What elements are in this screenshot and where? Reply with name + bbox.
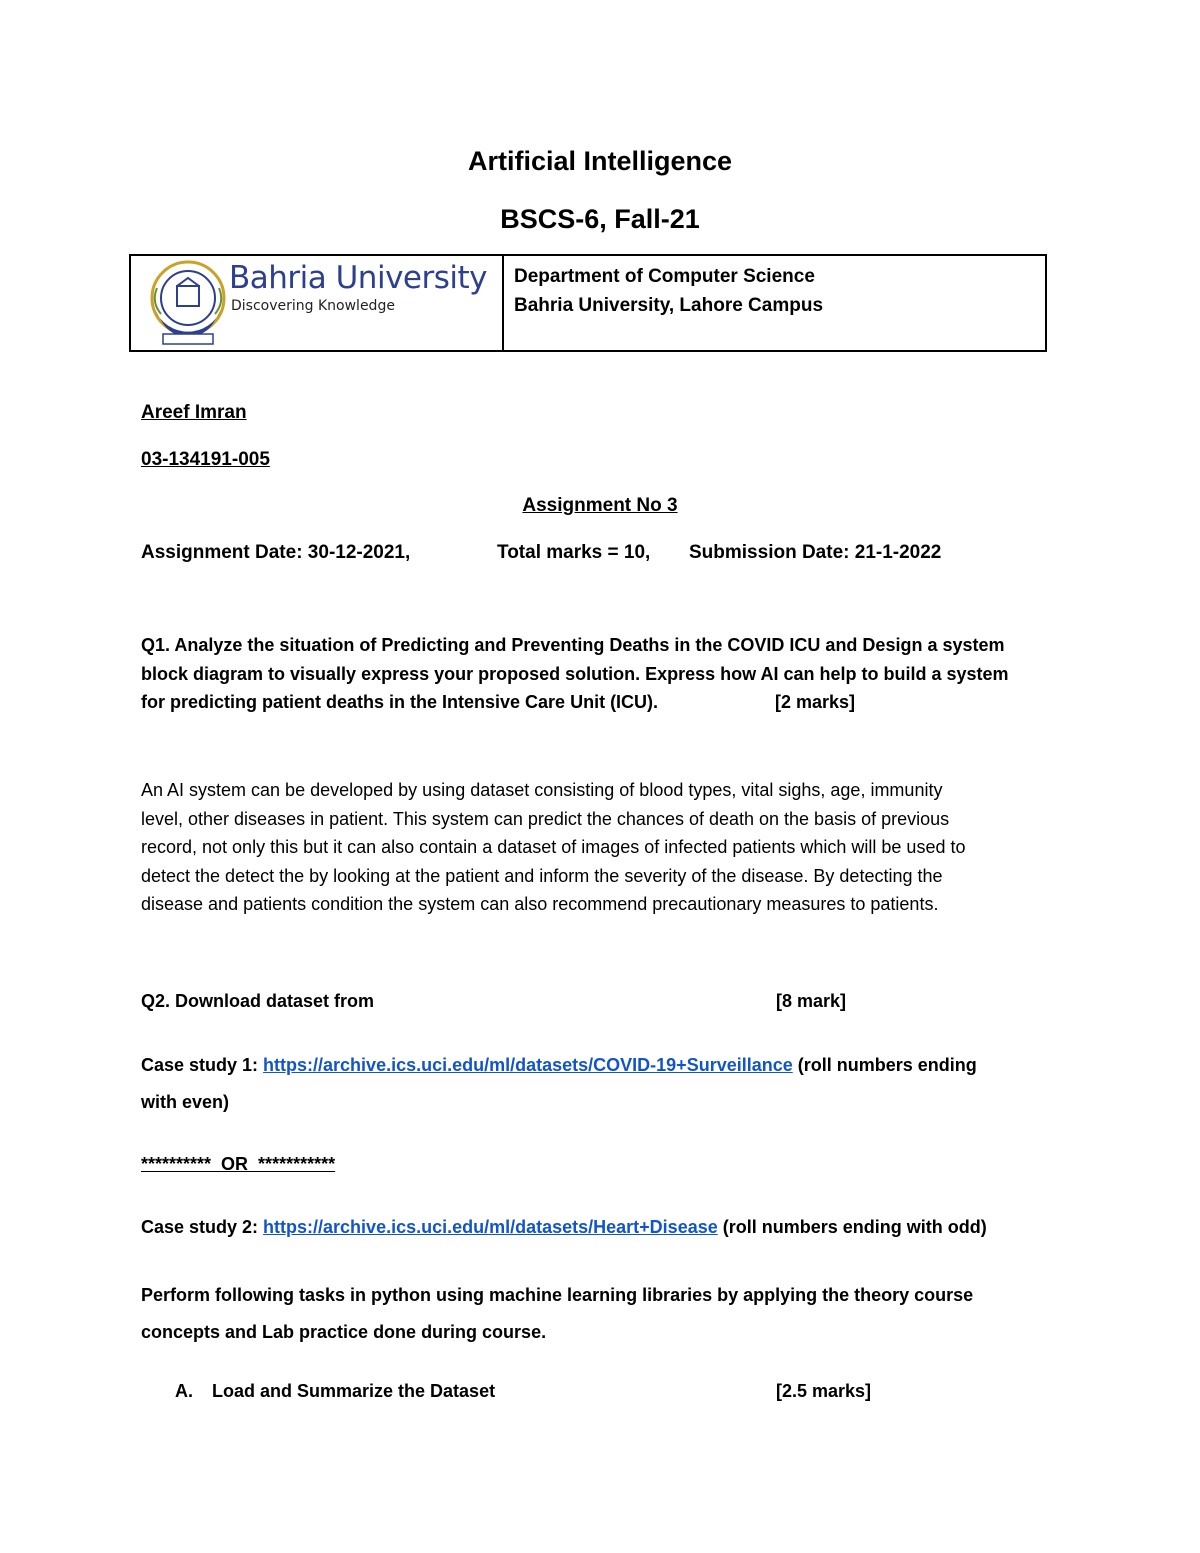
task-a-marks: [2.5 marks] — [776, 1381, 872, 1401]
student-roll-no: 03-134191-005 — [141, 449, 270, 470]
case-1-note: (roll numbers ending — [792, 1055, 977, 1075]
q2-marks: [8 mark] — [776, 991, 847, 1011]
answer-line: disease and patients condition the system can also recommend precautionary measures to patients. — [141, 894, 939, 914]
campus-name: Bahria University, Lahore Campus — [514, 295, 824, 316]
submission-date: Submission Date: 21-1-2022 — [689, 542, 942, 563]
case-2-label: Case study 2: — [141, 1217, 264, 1237]
case-study-1 — [141, 1051, 977, 1080]
tasks-line: concepts and Lab practice done during course. — [141, 1322, 547, 1342]
case-2-note: (roll numbers ending with odd) — [717, 1217, 987, 1237]
task-a-letter: A. — [175, 1381, 193, 1401]
or-separator: ********** OR *********** — [141, 1154, 336, 1174]
answer-line: An AI system can be developed by using dataset consisting of blood types, vital sighs, age, immunity — [141, 780, 943, 800]
department-name: Department of Computer Science — [514, 266, 815, 287]
logo-cell — [131, 256, 504, 350]
answer-1 — [141, 776, 965, 919]
header-table — [129, 254, 1047, 352]
q1-line-text: for predicting patient deaths in the Intensive Care Unit (ICU). — [141, 692, 659, 712]
q1-line: Q1. Analyze the situation of Predicting and Preventing Deaths in the COVID ICU and Design a system — [141, 635, 1005, 655]
case-study-2 — [141, 1213, 987, 1242]
answer-line: level, other diseases in patient. This system can predict the chances of death on the basis of previous — [141, 808, 950, 829]
case-2-link[interactable]: https://archive.ics.uci.edu/ml/datasets/Heart+Disease — [263, 1217, 718, 1237]
class-semester: BSCS-6, Fall-21 — [500, 204, 700, 234]
assignment-date: Assignment Date: 30-12-2021, — [141, 542, 411, 563]
case-1-note-cont: with even) — [141, 1092, 230, 1112]
case-1-link[interactable]: https://archive.ics.uci.edu/ml/datasets/COVID-19+Surveillance — [263, 1055, 793, 1075]
student-name: Areef Imran — [141, 402, 247, 423]
q1-marks: [2 marks] — [775, 692, 856, 712]
q1-line: block diagram to visually express your proposed solution. Express how AI can help to build a system — [141, 663, 1009, 684]
q1-line — [141, 688, 1009, 717]
answer-line: detect the detect the by looking at the patient and inform the severity of the disease. By detecting the — [141, 865, 943, 886]
assignment-title: Assignment No 3 — [522, 495, 678, 516]
task-a-text: Load and Summarize the Dataset — [212, 1381, 496, 1401]
total-marks: Total marks = 10, — [497, 542, 651, 563]
question-1 — [141, 631, 1009, 717]
department-cell — [504, 256, 1045, 350]
course-title: Artificial Intelligence — [467, 146, 733, 176]
tasks-intro — [141, 1277, 973, 1351]
logo-tagline: Discovering Knowledge — [231, 298, 395, 314]
logo-name: Bahria University — [229, 260, 487, 296]
case-1-label: Case study 1: — [141, 1055, 264, 1075]
bahria-university-logo-icon — [141, 258, 236, 350]
tasks-line: Perform following tasks in python using machine learning libraries by applying the theory course — [141, 1285, 974, 1305]
question-2: Q2. Download dataset from — [141, 991, 375, 1011]
answer-line: record, not only this but it can also contain a dataset of images of infected patients which will be used to — [141, 837, 966, 857]
